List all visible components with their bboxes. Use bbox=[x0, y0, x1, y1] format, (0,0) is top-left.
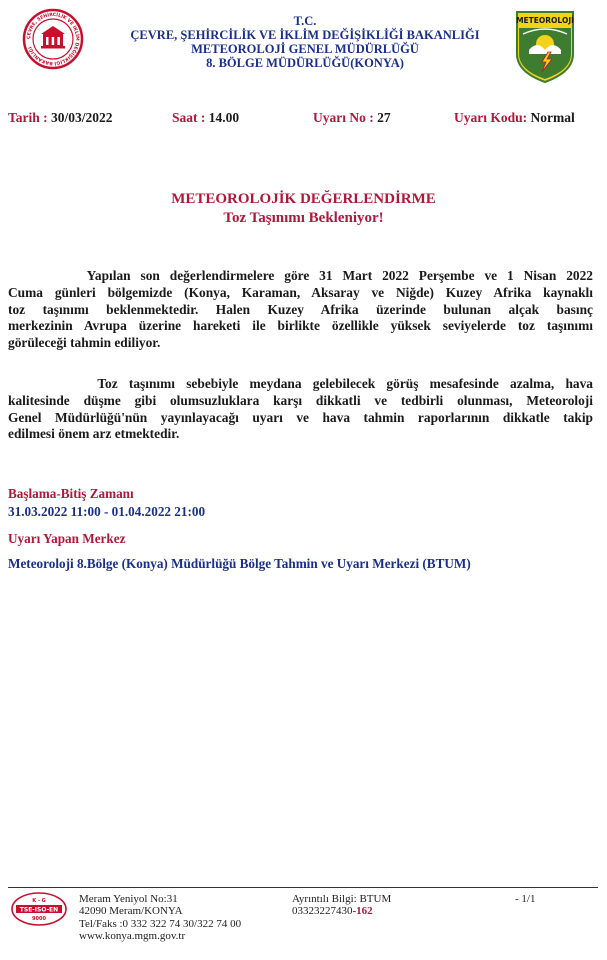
warning-number-value: 27 bbox=[377, 110, 391, 125]
title-main: METEOROLOJİK DEĞERLENDİRME bbox=[171, 191, 436, 207]
tse-certification-logo bbox=[10, 891, 68, 927]
svg-text:TSE-ISO-EN: TSE-ISO-EN bbox=[19, 906, 59, 914]
date-value: 30/03/2022 bbox=[51, 110, 113, 125]
footer-page-number: - 1/1 bbox=[515, 893, 536, 905]
paragraph-line: Toz taşınımı sebebiyle meydana gelebilecek görüş mesafesinde azalma, hava bbox=[8, 376, 593, 391]
footer-info-phone: 03323227430- bbox=[292, 905, 357, 918]
footer-address bbox=[79, 893, 241, 943]
paragraph-line: Yapılan son değerlendirmelere göre 31 Mart 2022 Perşembe ve 1 Nisan 2022 bbox=[8, 268, 593, 283]
warning-number-field bbox=[313, 110, 391, 126]
paragraph-advice bbox=[8, 376, 593, 443]
header-line-directorate: METEOROLOJİ GENEL MÜDÜRLÜĞÜ bbox=[191, 42, 419, 56]
paragraph-line: toz taşınımı beklenmektedir. Halen Kuzey Afrika üzerinde bulunan alçak basınç bbox=[8, 301, 593, 317]
issuer-value: Meteoroloji 8.Bölge (Konya) Müdürlüğü Bölge Tahmin ve Uyarı Merkezi (BTUM) bbox=[8, 556, 471, 571]
footer-address-line1: Meram Yeniyol No:31 bbox=[79, 893, 178, 905]
paragraph-forecast bbox=[8, 268, 593, 352]
date-field bbox=[8, 110, 113, 126]
validity-label: Başlama-Bitiş Zamanı bbox=[8, 486, 134, 501]
svg-text:K - G: K - G bbox=[32, 898, 46, 904]
footer-website-link[interactable]: www.konya.mgm.gov.tr bbox=[79, 930, 186, 943]
issuer-label: Uyarı Yapan Merkez bbox=[8, 531, 126, 546]
warning-number-label: Uyarı No : bbox=[313, 110, 378, 125]
paragraph-line: merkezinin Avrupa üzerine hareketi ile birlikte özellikle yüksek seviyelerde toz taşınımı bbox=[8, 318, 593, 334]
header-line-region: 8. BÖLGE MÜDÜRLÜĞÜ(KONYA) bbox=[206, 56, 404, 70]
warning-code-field bbox=[454, 110, 575, 126]
footer-address-line2: 42090 Meram/KONYA bbox=[79, 905, 183, 918]
date-label: Tarih : bbox=[8, 110, 52, 125]
paragraph-line: Cuma günleri bölgemizde (Konya, Karaman, Aksaray ve Niğde) Kuzey Afrika kaynaklı bbox=[8, 284, 593, 300]
validity-value: 31.03.2022 11:00 - 01.04.2022 21:00 bbox=[8, 504, 206, 519]
paragraph-line: kalitesinde düşme gibi olumsuzluklara karşı dikkatli ve tedbirli olunması, Meteoroloji bbox=[8, 392, 593, 408]
time-label: Saat : bbox=[172, 110, 209, 125]
footer-divider bbox=[8, 887, 598, 888]
footer-info-ext: 162 bbox=[356, 905, 373, 918]
ministry-seal-logo bbox=[22, 8, 84, 70]
title-sub: Toz Taşınımı Bekleniyor! bbox=[223, 210, 384, 226]
footer-phone: Tel/Faks :0 332 322 74 30/322 74 00 bbox=[79, 917, 242, 930]
warning-code-value: Normal bbox=[530, 110, 575, 125]
header-line-ministry: ÇEVRE, ŞEHİRCİLİK VE İKLİM DEĞİŞİKLİĞİ BAKANLIĞI bbox=[130, 28, 480, 42]
header-line-tc: T.C. bbox=[293, 14, 317, 28]
footer-info-label: Ayrıntılı Bilgi: BTUM bbox=[292, 893, 392, 905]
footer-info bbox=[292, 893, 391, 918]
paragraph-line: edilmesi önem arz etmektedir. bbox=[8, 426, 180, 442]
paragraph-line: Genel Müdürlüğü'nün yayınlayacağı uyarı ve hava tahmin raporlarının dikkatle takip bbox=[8, 409, 593, 425]
logo-wordmark: METEOROLOJİ bbox=[516, 16, 574, 25]
time-field bbox=[172, 110, 239, 126]
svg-text:9000: 9000 bbox=[32, 916, 46, 922]
time-value: 14.00 bbox=[208, 110, 240, 125]
svg-text:ÇEVRE, ŞEHİRCİLİK VE İKLİM DEĞ: ÇEVRE, ŞEHİRCİLİK VE İKLİM DEĞİŞİKLİĞİ BAKANLIĞI bbox=[26, 12, 80, 66]
paragraph-line: görüleceği tahmin ediliyor. bbox=[8, 335, 161, 351]
meteoroloji-logo bbox=[515, 10, 575, 84]
document-title bbox=[0, 190, 607, 228]
warning-code-label: Uyarı Kodu: bbox=[454, 110, 531, 125]
letterhead bbox=[110, 14, 500, 70]
